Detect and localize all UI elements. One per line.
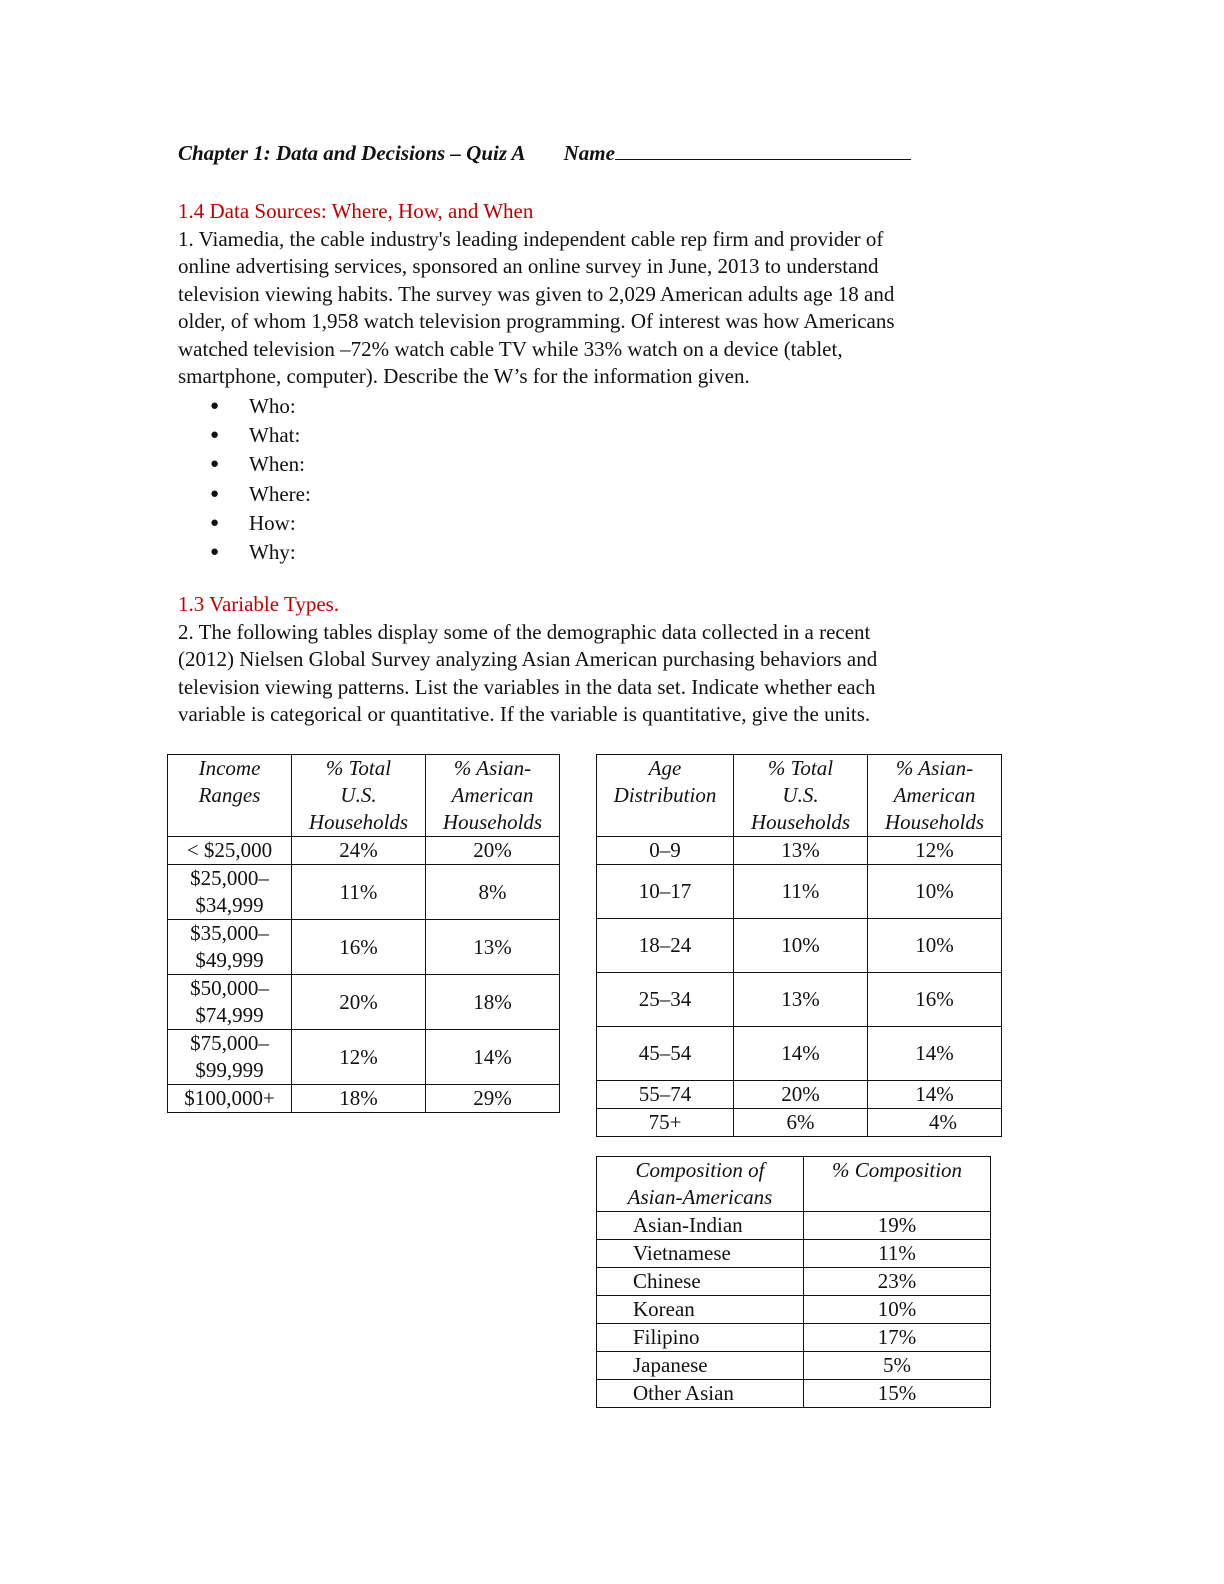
percent-cell: 5% <box>804 1352 991 1380</box>
range-line: $75,000– <box>190 1031 269 1055</box>
table-row <box>597 1296 991 1324</box>
bullet-label: What: <box>249 423 301 448</box>
list-item <box>210 538 311 567</box>
question-1-text <box>178 226 1008 390</box>
table-row <box>597 1027 1002 1081</box>
table-header-row <box>597 1157 991 1212</box>
total-households-cell: 12% <box>292 1030 426 1085</box>
header-line: Households <box>442 810 543 834</box>
income-range-cell <box>168 920 292 975</box>
asian-households-cell: 10% <box>868 919 1002 973</box>
total-households-cell: 6% <box>734 1109 868 1137</box>
age-cell: 55–74 <box>597 1081 734 1109</box>
column-header <box>597 1157 804 1212</box>
bullet-icon: ● <box>210 514 220 531</box>
question-2-line: 2. The following tables display some of the demographic data collected in a recent <box>178 620 871 644</box>
group-cell: Korean <box>597 1296 804 1324</box>
quiz-header <box>178 141 911 166</box>
header-line: % Asian- <box>453 756 532 780</box>
total-households-cell: 14% <box>734 1027 868 1081</box>
asian-households-cell: 4% <box>868 1109 1002 1137</box>
percent-cell: 19% <box>804 1212 991 1240</box>
header-line: Age <box>648 756 682 780</box>
range-line: $74,999 <box>195 1003 264 1027</box>
total-households-cell: 11% <box>292 865 426 920</box>
question-2-line: variable is categorical or quantitative. If the variable is quantitative, give the units. <box>178 702 871 727</box>
range-line: $25,000– <box>190 866 269 890</box>
asian-households-cell: 29% <box>426 1085 560 1113</box>
question-2-line: (2012) Nielsen Global Survey analyzing Asian American purchasing behaviors and <box>178 647 878 672</box>
bullet-icon: ● <box>210 485 220 502</box>
section-1-4-title: 1.4 Data Sources: Where, How, and When <box>178 199 534 223</box>
header-line: Households <box>750 810 851 834</box>
income-ranges-table <box>167 754 560 1113</box>
header-line: Households <box>308 810 409 834</box>
table-row <box>597 1240 991 1268</box>
age-cell: 25–34 <box>597 973 734 1027</box>
table-row <box>597 1212 991 1240</box>
table-row <box>597 973 1002 1027</box>
table-row <box>597 1324 991 1352</box>
bullet-label: Who: <box>249 394 296 418</box>
asian-households-cell: 8% <box>426 865 560 920</box>
bullet-label: Why: <box>249 539 296 564</box>
asian-households-cell: 14% <box>868 1027 1002 1081</box>
header-line: U.S. <box>782 783 819 807</box>
range-line: $50,000– <box>190 976 269 1000</box>
header-line: American <box>893 783 976 807</box>
header-line: Households <box>884 810 985 834</box>
range-line: $34,999 <box>195 893 264 917</box>
age-cell: 45–54 <box>597 1027 734 1081</box>
total-households-cell: 16% <box>292 920 426 975</box>
header-line: % Asian- <box>895 756 974 780</box>
total-households-cell: 10% <box>734 919 868 973</box>
asian-households-cell: 18% <box>426 975 560 1030</box>
header-line: Distribution <box>613 783 717 807</box>
asian-households-cell: 14% <box>426 1030 560 1085</box>
asian-households-cell: 10% <box>868 865 1002 919</box>
header-line: Asian-Americans <box>627 1185 773 1209</box>
table-row <box>168 920 560 975</box>
percent-cell: 10% <box>804 1296 991 1324</box>
section-1-3-title: 1.3 Variable Types. <box>178 592 340 616</box>
header-line: Income <box>198 756 261 780</box>
header-line: % Composition <box>831 1158 963 1182</box>
asian-households-cell: 13% <box>426 920 560 975</box>
question-1-line: television viewing habits. The survey was given to 2,029 American adults age 18 and <box>178 281 895 306</box>
list-item <box>210 392 311 421</box>
name-label: Name <box>563 141 615 165</box>
percent-cell: 17% <box>804 1324 991 1352</box>
total-households-cell: 24% <box>292 837 426 865</box>
group-cell: Japanese <box>597 1352 804 1380</box>
bullet-icon: ● <box>210 398 220 414</box>
table-header-row <box>597 755 1002 837</box>
range-line: $99,999 <box>195 1058 264 1082</box>
percent-cell: 11% <box>804 1240 991 1268</box>
question-1-line: watched television –72% watch cable TV while 33% watch on a device (tablet, <box>178 336 843 361</box>
asian-households-cell: 16% <box>868 973 1002 1027</box>
age-cell: 18–24 <box>597 919 734 973</box>
table-row <box>597 1352 991 1380</box>
total-households-cell: 11% <box>734 865 868 919</box>
range-line: $35,000– <box>190 921 269 945</box>
table-row <box>597 1268 991 1296</box>
question-2-text <box>178 619 1008 729</box>
column-header <box>868 755 1002 837</box>
table-row <box>597 837 1002 865</box>
header-line: % Total <box>767 756 834 780</box>
table-header-row <box>168 755 560 837</box>
question-2-line: television viewing patterns. List the variables in the data set. Indicate whether each <box>178 674 876 699</box>
income-range-cell <box>168 865 292 920</box>
table-row <box>168 1085 560 1113</box>
header-line: U.S. <box>340 783 377 807</box>
age-cell: 75+ <box>597 1109 734 1137</box>
table-row <box>597 865 1002 919</box>
w-questions-list <box>210 392 311 567</box>
list-item <box>210 509 311 538</box>
age-cell: 10–17 <box>597 865 734 919</box>
total-households-cell: 20% <box>734 1081 868 1109</box>
income-range-cell <box>168 1030 292 1085</box>
table-row <box>168 1030 560 1085</box>
table-row <box>597 1109 1002 1137</box>
bullet-icon: ● <box>210 543 220 560</box>
table-row <box>597 1081 1002 1109</box>
asian-households-cell: 14% <box>868 1081 1002 1109</box>
list-item <box>210 480 311 509</box>
column-header <box>168 755 292 837</box>
header-line: Ranges <box>198 783 261 807</box>
question-1-line: older, of whom 1,958 watch television programming. Of interest was how Americans <box>178 309 895 334</box>
quiz-title: Chapter 1: Data and Decisions – Quiz A <box>178 141 525 165</box>
group-cell: Vietnamese <box>597 1240 804 1268</box>
group-cell: Chinese <box>597 1268 804 1296</box>
column-header <box>292 755 426 837</box>
age-cell: 0–9 <box>597 837 734 865</box>
header-line: Composition of <box>635 1158 765 1182</box>
bullet-icon: ● <box>210 427 220 444</box>
bullet-label: When: <box>249 452 305 477</box>
header-line: American <box>451 783 534 807</box>
table-row <box>597 919 1002 973</box>
total-households-cell: 13% <box>734 837 868 865</box>
total-households-cell: 18% <box>292 1085 426 1113</box>
question-1-line: 1. Viamedia, the cable industry's leading independent cable rep firm and provider of <box>178 227 884 251</box>
asian-households-cell: 12% <box>868 837 1002 865</box>
list-item <box>210 421 311 450</box>
income-range-cell <box>168 975 292 1030</box>
column-header <box>804 1157 991 1212</box>
income-range-cell: < $25,000 <box>168 837 292 865</box>
bullet-label: How: <box>249 510 296 535</box>
age-distribution-table <box>596 754 1002 1137</box>
column-header <box>426 755 560 837</box>
total-households-cell: 13% <box>734 973 868 1027</box>
header-line: % Total <box>325 756 392 780</box>
percent-cell: 15% <box>804 1380 991 1408</box>
table-row <box>168 975 560 1030</box>
question-1-line: online advertising services, sponsored an online survey in June, 2013 to understand <box>178 254 879 279</box>
group-cell: Filipino <box>597 1324 804 1352</box>
percent-cell: 23% <box>804 1268 991 1296</box>
table-row <box>168 837 560 865</box>
name-blank-line[interactable] <box>615 141 911 160</box>
table-row <box>597 1380 991 1408</box>
column-header <box>597 755 734 837</box>
question-1-line: smartphone, computer). Describe the W’s for the information given. <box>178 364 750 389</box>
range-line: $49,999 <box>195 948 264 972</box>
bullet-icon: ● <box>210 456 220 473</box>
list-item <box>210 450 311 479</box>
composition-table <box>596 1156 991 1408</box>
table-row <box>168 865 560 920</box>
group-cell: Other Asian <box>597 1380 804 1408</box>
bullet-label: Where: <box>249 481 311 506</box>
group-cell: Asian-Indian <box>597 1212 804 1240</box>
asian-households-cell: 20% <box>426 837 560 865</box>
income-range-cell: $100,000+ <box>168 1085 292 1113</box>
total-households-cell: 20% <box>292 975 426 1030</box>
column-header <box>734 755 868 837</box>
